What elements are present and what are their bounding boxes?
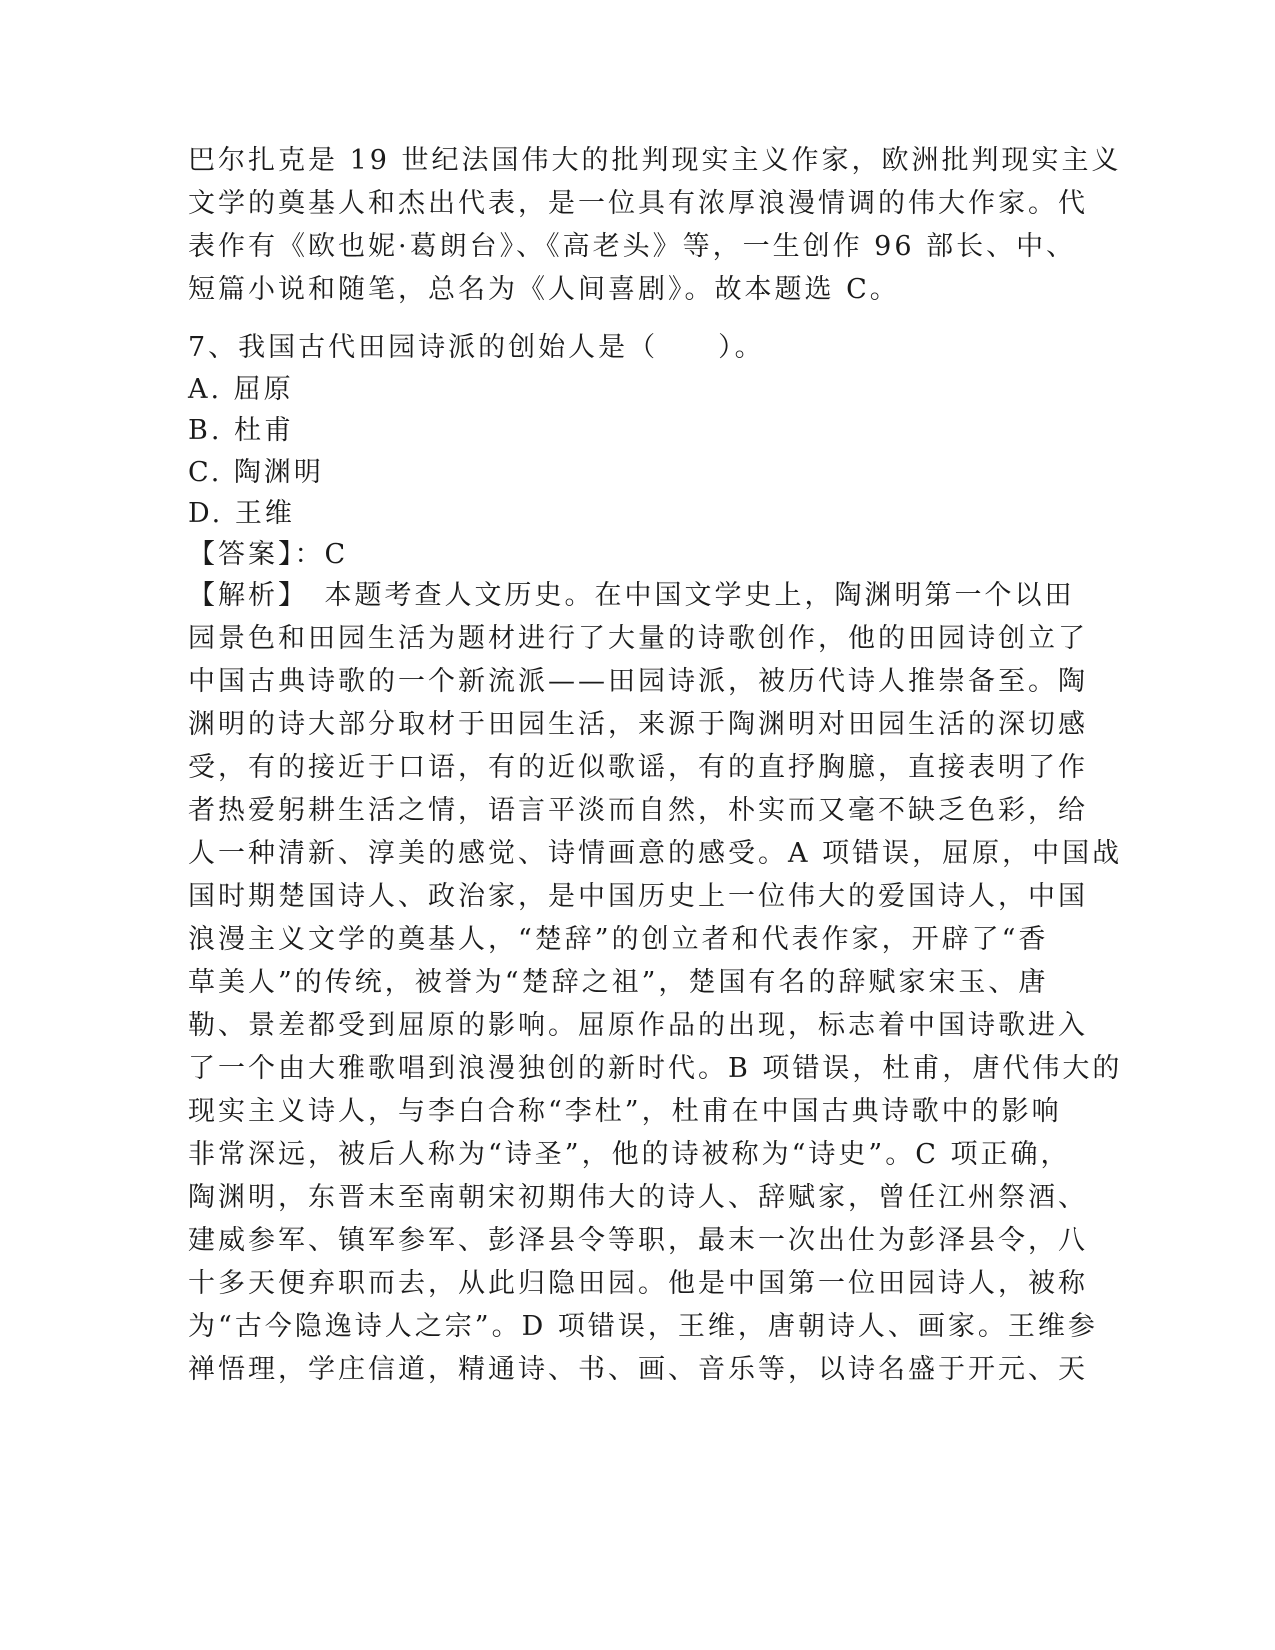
option-a: A. 屈原 xyxy=(188,374,294,405)
question-text: 7、我国古代田园诗派的创始人是（ ）。 xyxy=(188,332,765,363)
prev-explanation-line: 巴尔扎克是 19 世纪法国伟大的批判现实主义作家，欧洲批判现实主义 xyxy=(188,145,1122,176)
analysis-line: 受，有的接近于口语，有的近似歌谣，有的直抒胸臆，直接表明了作 xyxy=(188,752,1088,783)
option-c: C. 陶渊明 xyxy=(188,457,324,488)
analysis-line: 陶渊明，东晋末至南朝宋初期伟大的诗人、辞赋家，曾任江州祭酒、 xyxy=(188,1182,1088,1213)
prev-explanation-line: 短篇小说和随笔，总名为《人间喜剧》。故本题选 C。 xyxy=(188,274,900,305)
analysis-line: 十多天便弃职而去，从此归隐田园。他是中国第一位田园诗人，被称 xyxy=(188,1268,1088,1299)
analysis-line: 建威参军、镇军参军、彭泽县令等职，最末一次出仕为彭泽县令，八 xyxy=(188,1225,1088,1256)
analysis-line: 了一个由大雅歌唱到浪漫独创的新时代。B 项错误，杜甫，唐代伟大的 xyxy=(188,1053,1123,1084)
analysis-line: 国时期楚国诗人、政治家，是中国历史上一位伟大的爱国诗人，中国 xyxy=(188,881,1088,912)
analysis-line: 园景色和田园生活为题材进行了大量的诗歌创作，他的田园诗创立了 xyxy=(188,623,1088,654)
answer-line: 【答案】：C xyxy=(188,539,349,570)
analysis-line: 草美人”的传统，被誉为“楚辞之祖”，楚国有名的辞赋家宋玉、唐 xyxy=(188,967,1049,998)
analysis-line: 禅悟理，学庄信道，精通诗、书、画、音乐等，以诗名盛于开元、天 xyxy=(188,1354,1088,1385)
analysis-line: 者热爱躬耕生活之情，语言平淡而自然，朴实而又毫不缺乏色彩，给 xyxy=(188,795,1088,826)
analysis-line: 中国古典诗歌的一个新流派——田园诗派，被历代诗人推崇备至。陶 xyxy=(188,666,1088,697)
analysis-line: 【解析】 本题考查人文历史。在中国文学史上，陶渊明第一个以田 xyxy=(188,580,1075,611)
analysis-line: 渊明的诗大部分取材于田园生活，来源于陶渊明对田园生活的深切感 xyxy=(188,709,1088,740)
prev-explanation-line: 表作有《欧也妮·葛朗台》、《高老头》等，一生创作 96 部长、中、 xyxy=(188,231,1077,262)
analysis-line: 非常深远，被后人称为“诗圣”，他的诗被称为“诗史”。C 项正确， xyxy=(188,1139,1071,1170)
option-d: D. 王维 xyxy=(188,498,295,529)
analysis-line: 勒、景差都受到屈原的影响。屈原作品的出现，标志着中国诗歌进入 xyxy=(188,1010,1088,1041)
analysis-line: 浪漫主义文学的奠基人，“楚辞”的创立者和代表作家，开辟了“香 xyxy=(188,924,1049,955)
analysis-line: 为“古今隐逸诗人之宗”。D 项错误，王维，唐朝诗人、画家。王维参 xyxy=(188,1311,1098,1342)
analysis-line: 现实主义诗人，与李白合称“李杜”，杜甫在中国古典诗歌中的影响 xyxy=(188,1096,1062,1127)
prev-explanation-line: 文学的奠基人和杰出代表，是一位具有浓厚浪漫情调的伟大作家。代 xyxy=(188,188,1088,219)
option-b: B. 杜甫 xyxy=(188,415,295,446)
analysis-line: 人一种清新、淳美的感觉、诗情画意的感受。A 项错误，屈原，中国战 xyxy=(188,838,1123,869)
